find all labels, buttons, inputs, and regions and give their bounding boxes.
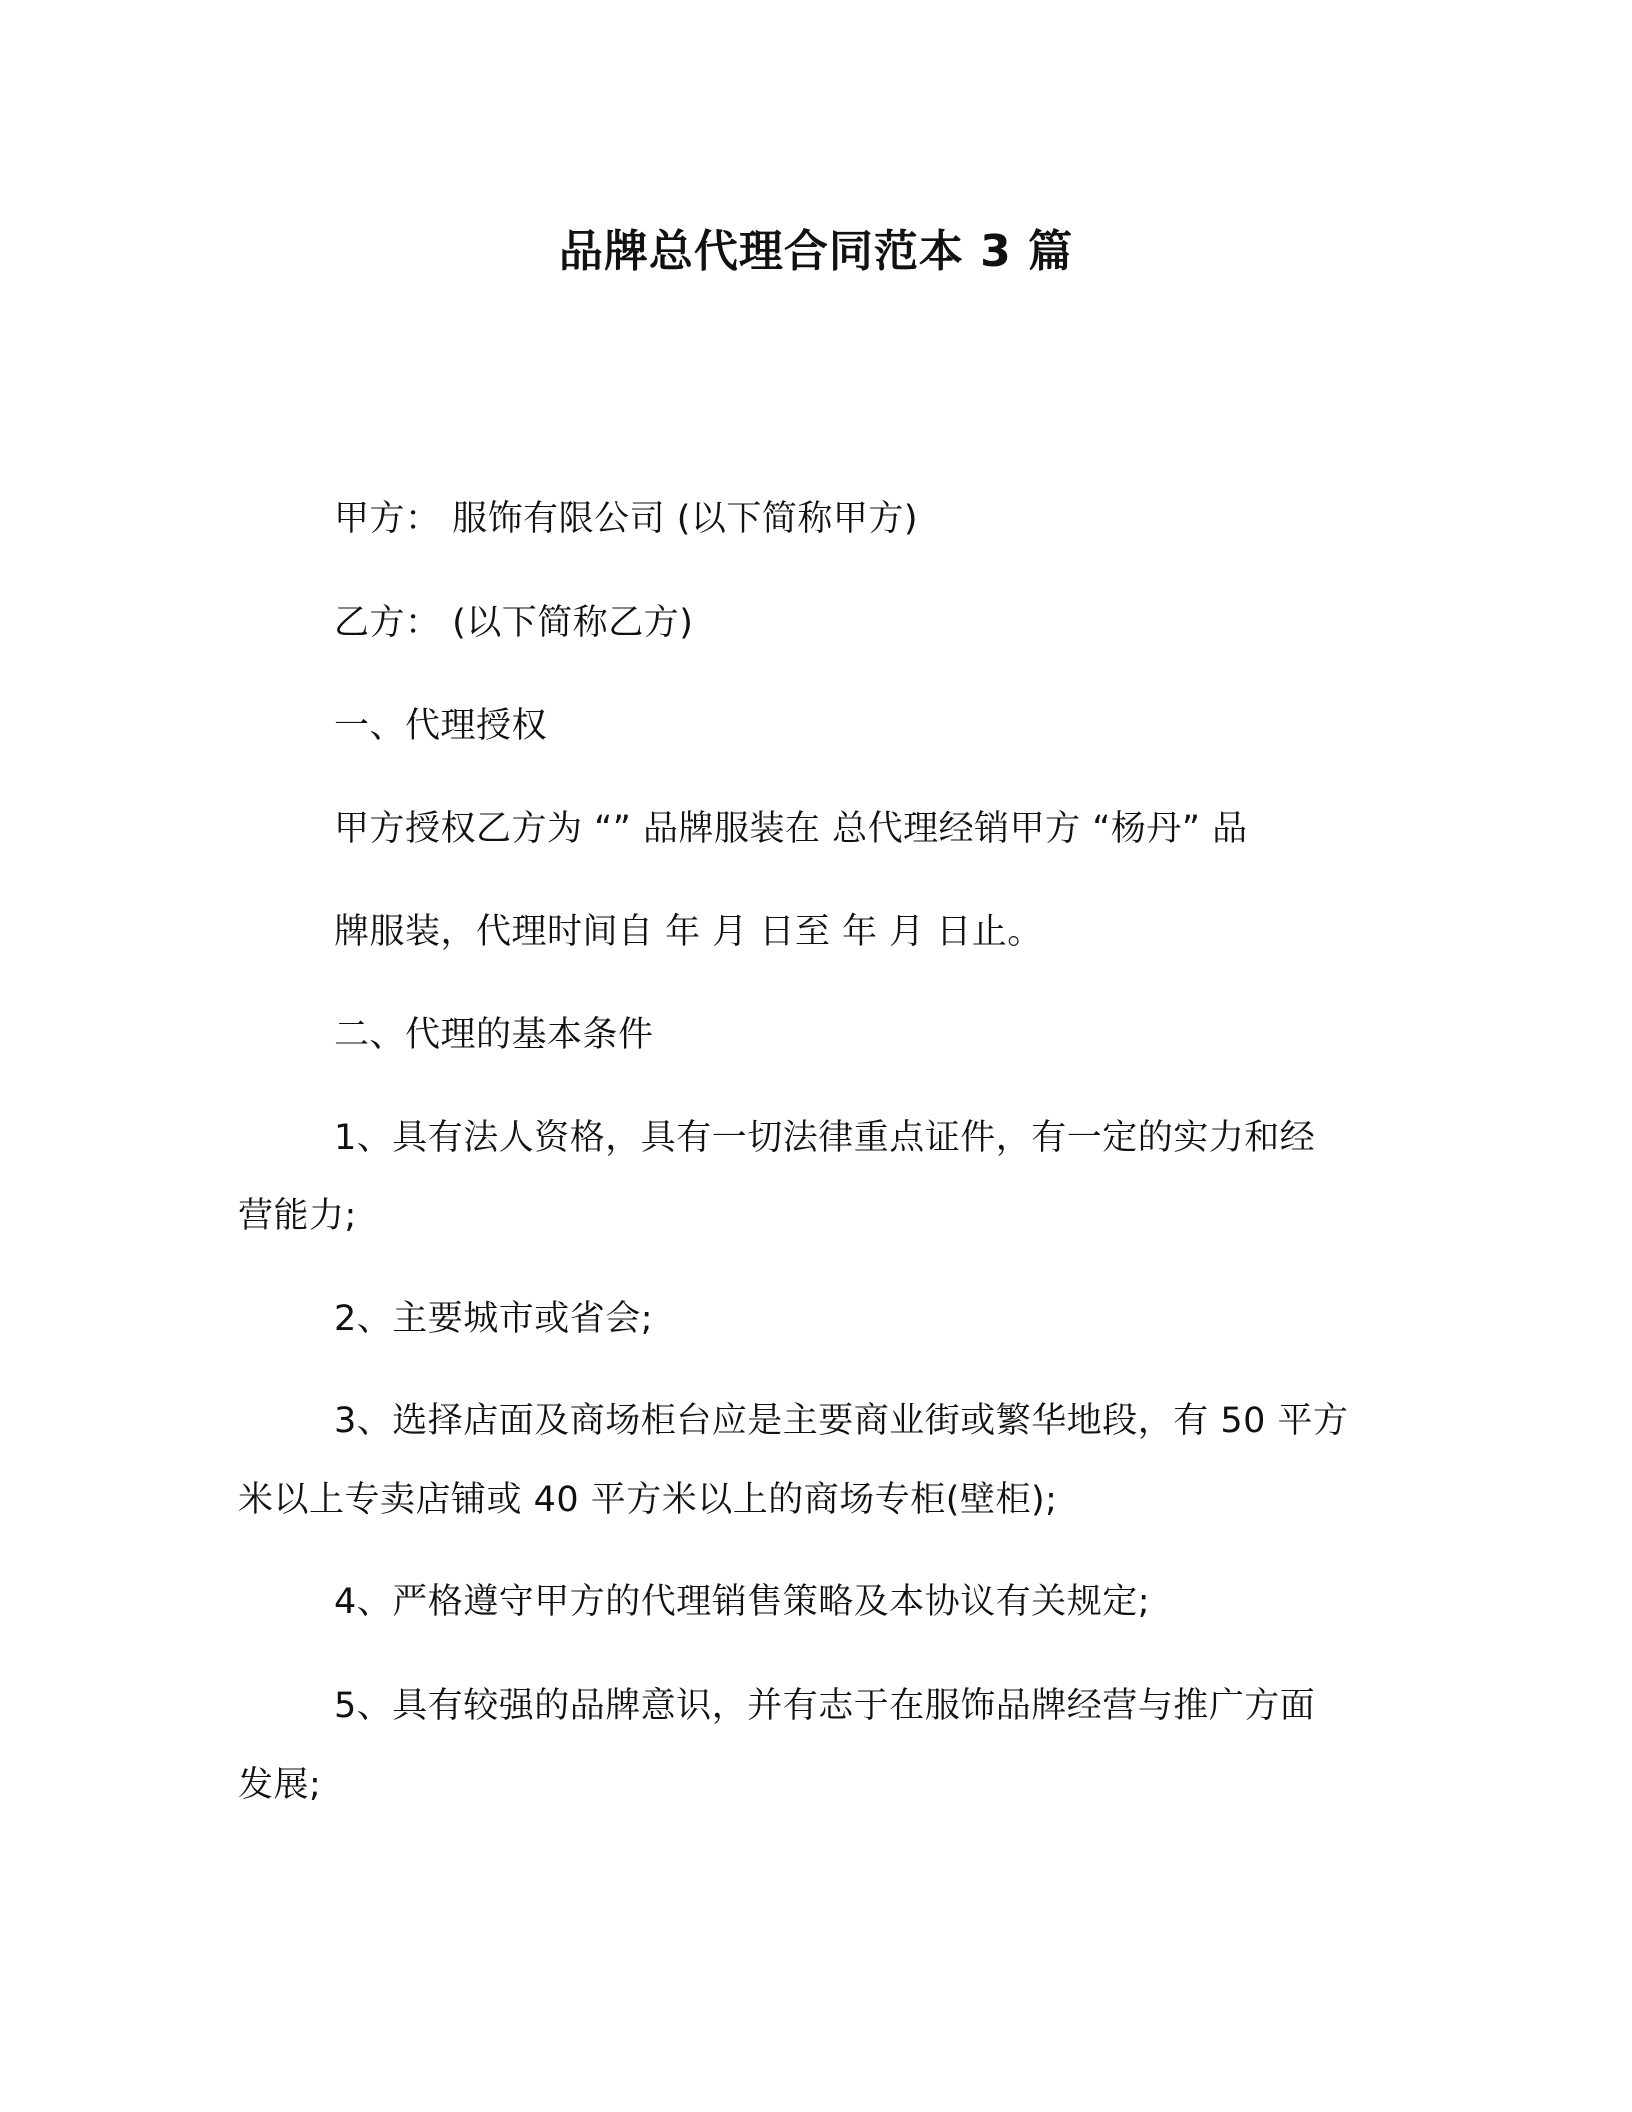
authorization-text-line-2: 牌服装，代理时间自 年 月 日至 年 月 日止。 [334,912,1043,952]
condition-1-line-1: 1、具有法人资格，具有一切法律重点证件，有一定的实力和经 [334,1118,1316,1158]
condition-3-line-2: 米以上专卖店铺或 40 平方米以上的商场专柜(壁柜); [238,1480,1058,1520]
party-a-line: 甲方： 服饰有限公司 (以下简称甲方) [334,499,919,539]
condition-3-line-1: 3、选择店面及商场柜台应是主要商业街或繁华地段，有 50 平方 [334,1401,1349,1441]
condition-2: 2、主要城市或省会; [334,1299,654,1339]
document-title: 品牌总代理合同范本 3 篇 [558,226,1074,277]
section-heading-conditions: 二、代理的基本条件 [334,1015,654,1055]
condition-4: 4、严格遵守甲方的代理销售策略及本协议有关规定; [334,1582,1151,1622]
condition-5-line-2: 发展; [238,1765,322,1805]
condition-5-line-1: 5、具有较强的品牌意识，并有志于在服饰品牌经营与推广方面 [334,1686,1316,1726]
condition-1-line-2: 营能力; [238,1196,357,1236]
party-b-line: 乙方： (以下简称乙方) [334,603,694,643]
authorization-text-line-1: 甲方授权乙方为 “” 品牌服装在 总代理经销甲方 “杨丹” 品 [334,809,1248,849]
section-heading-authorization: 一、代理授权 [334,706,548,746]
